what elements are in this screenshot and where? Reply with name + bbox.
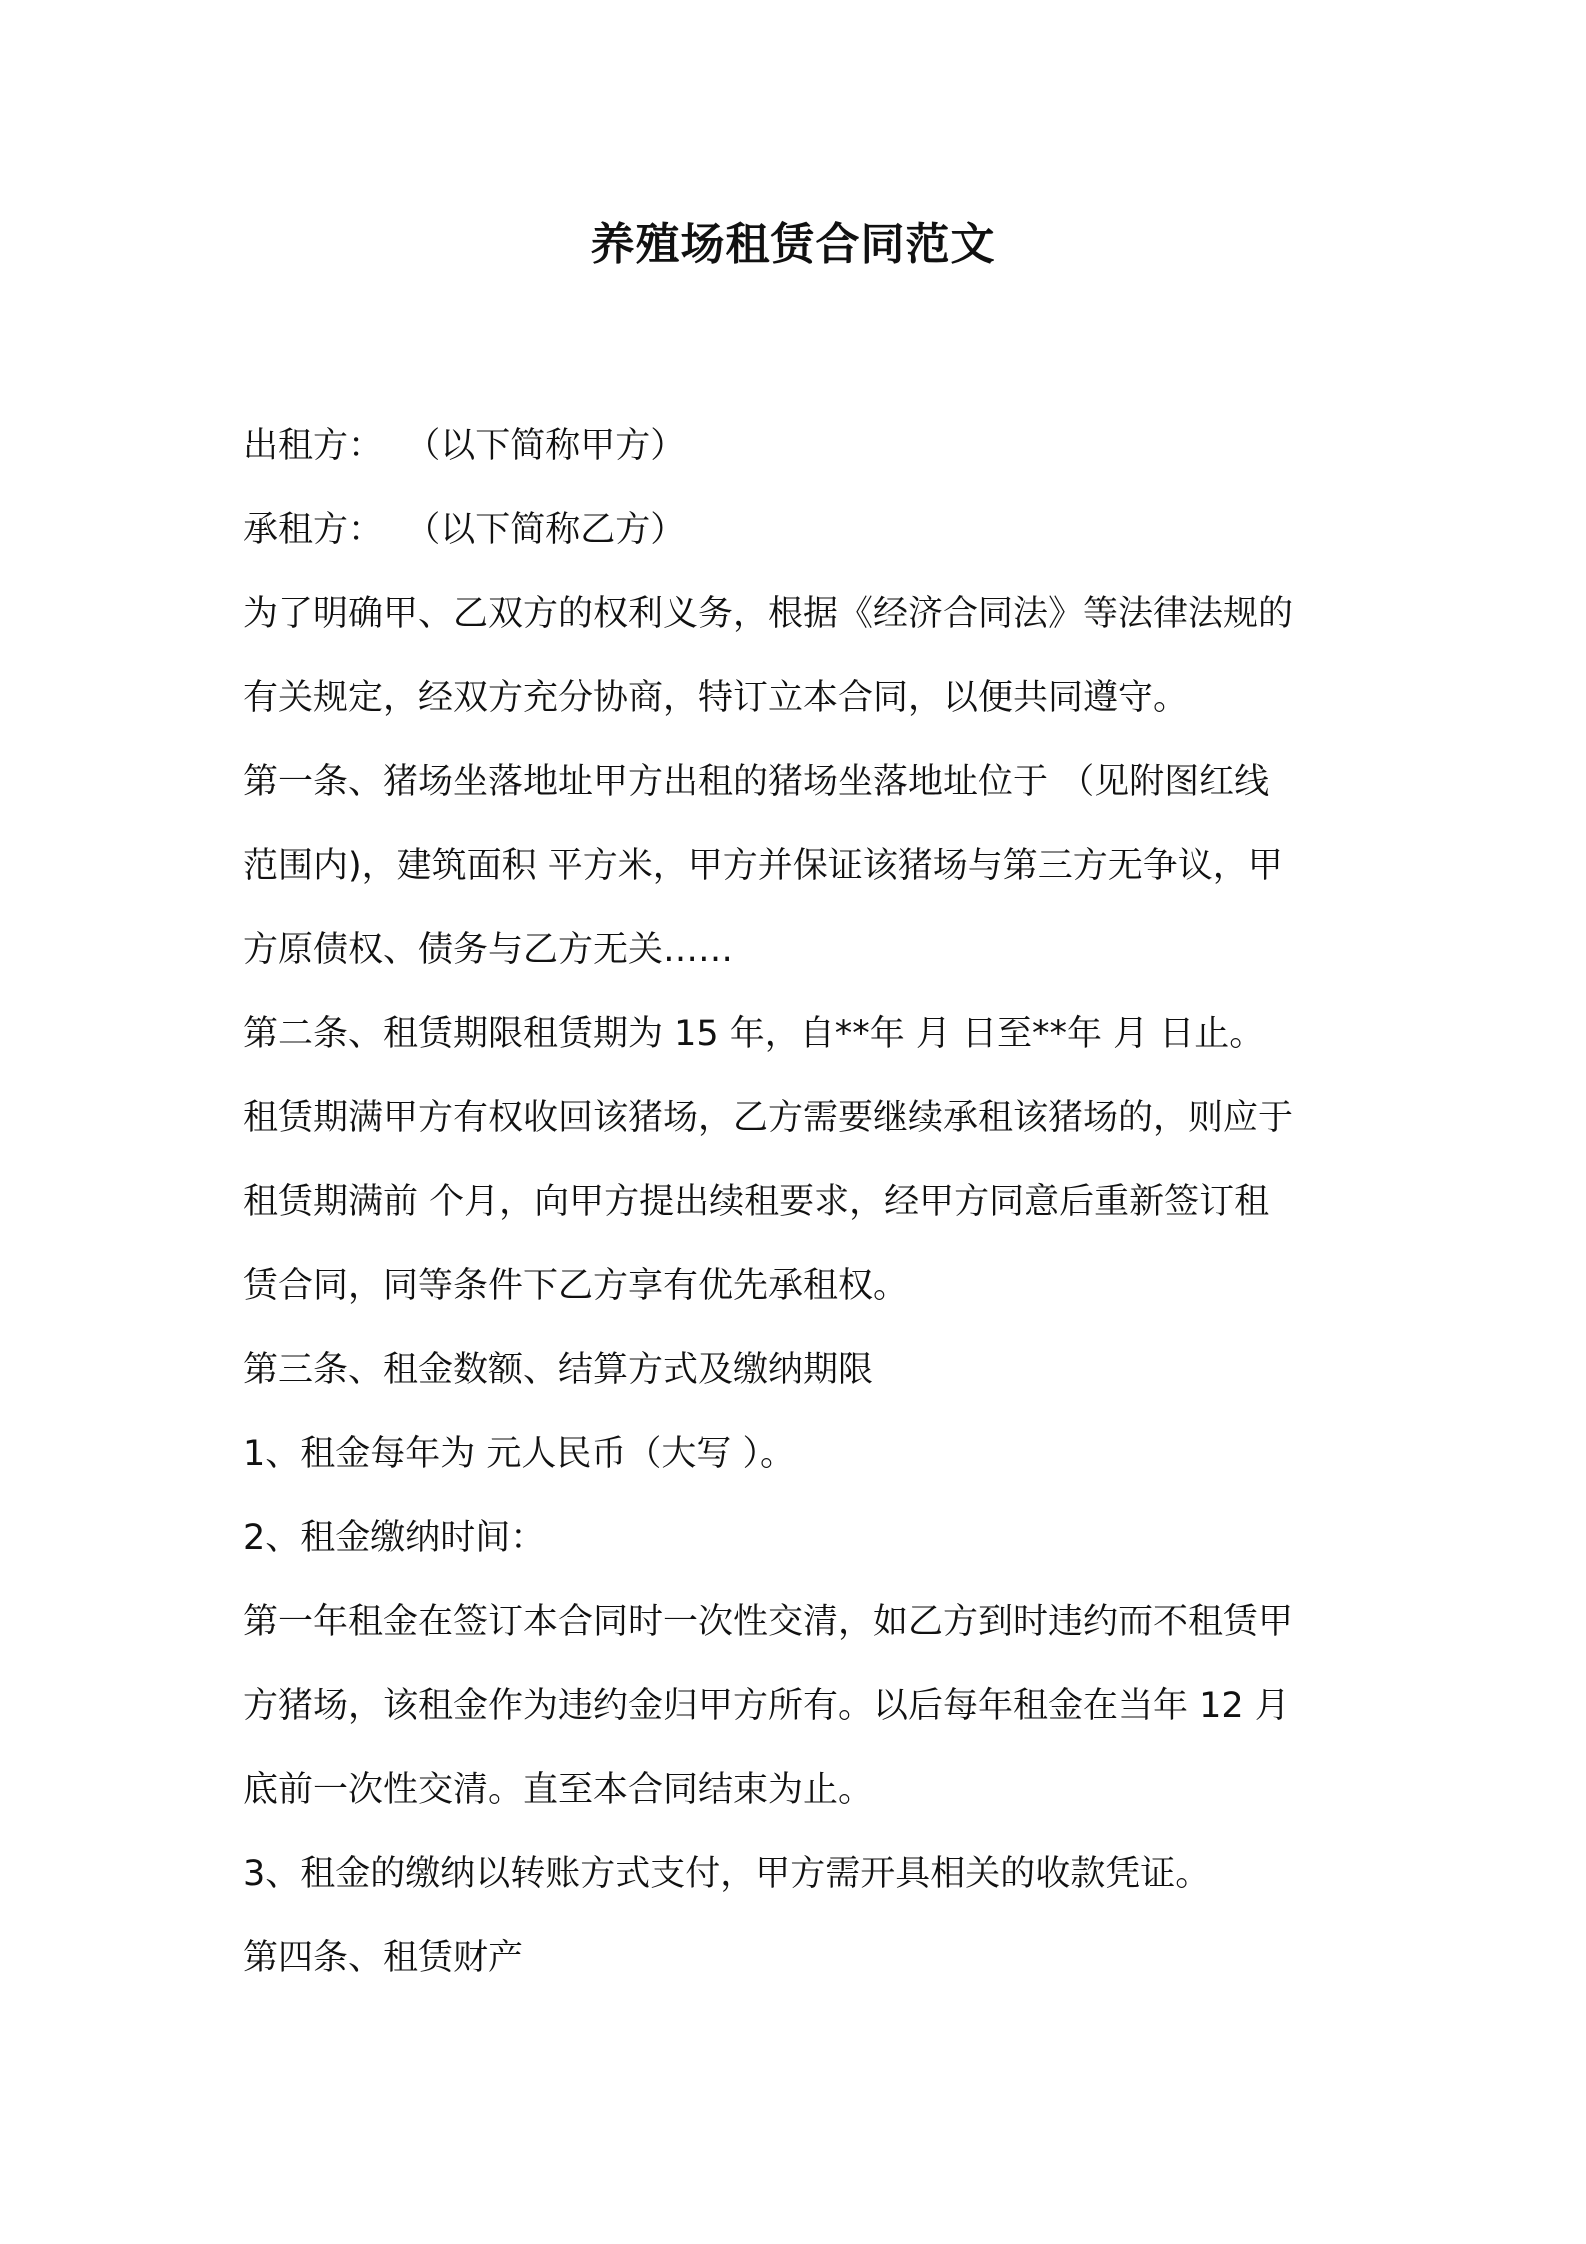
article-2-line-4: 赁合同，同等条件下乙方享有优先承租权。 xyxy=(243,1266,909,1306)
article-2-line-3: 租赁期满前 个月，向甲方提出续租要求，经甲方同意后重新签订租 xyxy=(243,1182,1270,1222)
article-3-item-2-detail-line-3: 底前一次性交清。直至本合同结束为止。 xyxy=(243,1770,874,1810)
document-body xyxy=(243,404,1363,2000)
article-3-item-2-detail-line-2: 方猪场，该租金作为违约金归甲方所有。以后每年租金在当年 12 月 xyxy=(243,1686,1290,1726)
article-2-line-2: 租赁期满甲方有权收回该猪场，乙方需要继续承租该猪场的，则应于 xyxy=(243,1098,1294,1138)
preamble-line-1: 为了明确甲、乙双方的权利义务，根据《经济合同法》等法律法规的 xyxy=(243,594,1294,634)
article-3-item-2: 2、租金缴纳时间： xyxy=(243,1518,546,1558)
document-title: 养殖场租赁合同范文 xyxy=(590,219,996,270)
article-1-line-2: 范围内)，建筑面积 平方米，甲方并保证该猪场与第三方无争议，甲 xyxy=(243,846,1283,886)
lessee-line: 承租方： （以下简称乙方） xyxy=(243,510,686,550)
article-3-item-1: 1、租金每年为 元人民币（大写 ）。 xyxy=(243,1434,796,1474)
article-3-heading: 第三条、租金数额、结算方式及缴纳期限 xyxy=(243,1350,874,1390)
article-3-item-3: 3、租金的缴纳以转账方式支付，甲方需开具相关的收款凭证。 xyxy=(243,1854,1211,1894)
article-4-heading: 第四条、租赁财产 xyxy=(243,1938,524,1978)
preamble-line-2: 有关规定，经双方充分协商，特订立本合同，以便共同遵守。 xyxy=(243,678,1189,718)
article-2-line-1: 第二条、租赁期限租赁期为 15 年，自**年 月 日至**年 月 日止。 xyxy=(243,1014,1265,1054)
article-1-line-3: 方原债权、债务与乙方无关…… xyxy=(243,930,734,970)
article-1-line-1: 第一条、猪场坐落地址甲方出租的猪场坐落地址位于 （见附图红线 xyxy=(243,762,1270,802)
article-3-item-2-detail-line-1: 第一年租金在签订本合同时一次性交清，如乙方到时违约而不租赁甲 xyxy=(243,1602,1294,1642)
lessor-line: 出租方： （以下简称甲方） xyxy=(243,426,686,466)
